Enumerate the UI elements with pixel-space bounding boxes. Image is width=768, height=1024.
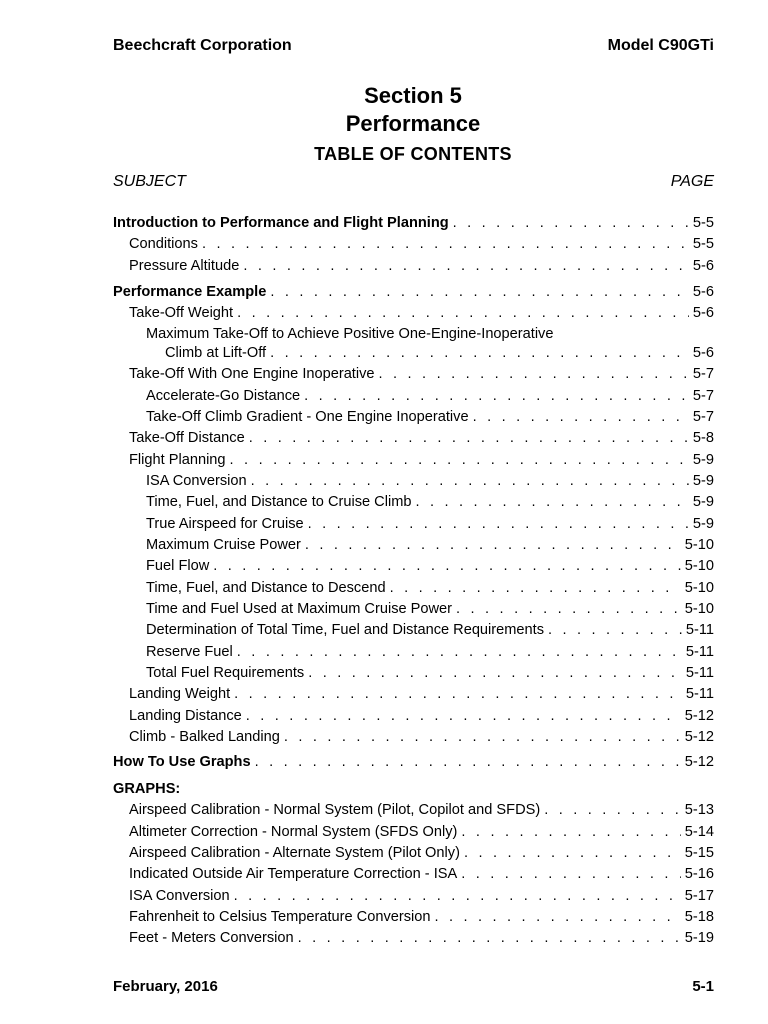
toc-entry-page: 5-13 (684, 802, 714, 818)
toc-entry[interactable] (129, 908, 714, 926)
dot-leader (456, 600, 681, 618)
footer-date: February, 2016 (113, 978, 218, 995)
model-name: Model C90GTi (607, 37, 714, 54)
dot-leader (461, 865, 681, 883)
toc-entry-label: Take-Off Distance (129, 430, 245, 446)
toc-entry[interactable] (113, 214, 714, 232)
toc-heading: TABLE OF CONTENTS (314, 144, 512, 164)
toc-entry-label: True Airspeed for Cruise (146, 516, 304, 532)
toc-entry-page: 5-16 (684, 866, 714, 882)
toc-entry-page: 5-7 (692, 366, 714, 382)
dot-leader (243, 257, 689, 275)
company-name: Beechcraft Corporation (113, 37, 292, 54)
toc-entry-page: 5-5 (692, 236, 714, 252)
toc-entry-page: 5-11 (685, 686, 714, 702)
toc-entry[interactable] (146, 387, 714, 405)
toc-entry-label: Feet - Meters Conversion (129, 930, 294, 946)
toc-entry-label: ISA Conversion (146, 473, 247, 489)
dot-leader (237, 304, 689, 322)
toc-entry-label: Fahrenheit to Celsius Temperature Conversion (129, 909, 431, 925)
toc-entry-page: 5-10 (684, 580, 714, 596)
dot-leader (464, 844, 681, 862)
dot-leader (234, 887, 681, 905)
graphs-heading: GRAPHS: (113, 781, 181, 797)
toc-entry-page: 5-6 (692, 284, 714, 300)
toc-entry-page: 5-5 (692, 215, 714, 231)
subject-column-heading: SUBJECT (113, 173, 186, 190)
dot-leader (308, 664, 682, 682)
toc-entry-label: Total Fuel Requirements (146, 665, 305, 681)
dot-leader (270, 283, 689, 301)
dot-leader (390, 579, 681, 597)
dot-leader (234, 685, 682, 703)
toc-entry-page: 5-10 (684, 537, 714, 553)
dot-leader (415, 493, 688, 511)
page-column-heading: PAGE (670, 173, 714, 190)
toc-entry-page: 5-14 (684, 824, 714, 840)
toc-entry[interactable] (129, 801, 714, 819)
toc-entry-page: 5-19 (684, 930, 714, 946)
toc-entry-label: Determination of Total Time, Fuel and Distance Requirements (146, 622, 545, 638)
toc-entry[interactable] (129, 929, 714, 947)
dot-leader (255, 753, 681, 771)
toc-entry-label: Airspeed Calibration - Alternate System (Pilot Only) (129, 845, 460, 861)
toc-entry-label: Take-Off Climb Gradient - One Engine Inoperative (146, 409, 469, 425)
toc-entry[interactable] (129, 304, 714, 322)
toc-entry-page: 5-7 (692, 409, 714, 425)
dot-leader (237, 643, 682, 661)
dot-leader (270, 344, 689, 362)
toc-entry[interactable] (146, 579, 714, 597)
dot-leader (473, 408, 689, 426)
toc-entry-label: Flight Planning (129, 452, 226, 468)
toc-entry-page: 5-6 (692, 258, 714, 274)
toc-entry-page: 5-9 (692, 473, 714, 489)
toc-entry-label: Performance Example (113, 284, 267, 300)
toc-entry-page: 5-17 (684, 888, 714, 904)
toc-entry[interactable] (146, 600, 714, 618)
toc-entry[interactable] (129, 887, 714, 905)
toc-entry-page: 5-9 (692, 452, 714, 468)
toc-entry[interactable] (146, 621, 714, 639)
toc-entry[interactable] (113, 283, 714, 301)
toc-entry[interactable] (129, 451, 714, 469)
toc-entry[interactable] (146, 515, 714, 533)
dot-leader (230, 451, 689, 469)
footer-page-number: 5-1 (692, 978, 714, 995)
dot-leader (213, 557, 681, 575)
dot-leader (304, 387, 689, 405)
toc-entry-page: 5-12 (684, 729, 714, 745)
toc-entry-label: Airspeed Calibration - Normal System (Pilot, Copilot and SFDS) (129, 802, 541, 818)
toc-entry-page: 5-8 (692, 430, 714, 446)
dot-leader (305, 536, 681, 554)
toc-entry-label: How To Use Graphs (113, 754, 251, 770)
toc-entry[interactable] (146, 472, 714, 490)
toc-entry-label: Time and Fuel Used at Maximum Cruise Power (146, 601, 453, 617)
toc-entry[interactable] (129, 429, 714, 447)
toc-entry[interactable] (146, 557, 714, 575)
toc-entry-page: 5-10 (684, 601, 714, 617)
toc-entry-label: Climb - Balked Landing (129, 729, 280, 745)
toc-entry-page: 5-18 (684, 909, 714, 925)
dot-leader (298, 929, 681, 947)
toc-entry[interactable] (146, 493, 714, 511)
dot-leader (548, 621, 682, 639)
toc-entry-label: Conditions (129, 236, 198, 252)
toc-entry[interactable] (146, 664, 714, 682)
toc-entry-label: Landing Weight (129, 686, 231, 702)
toc-entry-label: Maximum Cruise Power (146, 537, 301, 553)
toc-entry-page: 5-6 (692, 345, 714, 361)
toc-entry-page: 5-10 (684, 558, 714, 574)
toc-entry[interactable] (129, 685, 714, 703)
toc-entry[interactable] (129, 865, 714, 883)
toc-entry[interactable] (113, 753, 714, 771)
toc-entry-page: 5-11 (685, 665, 714, 681)
toc-entry-label: Landing Distance (129, 708, 242, 724)
toc-entry[interactable] (146, 536, 714, 554)
toc-entry[interactable] (129, 365, 714, 383)
section-title: Performance (345, 111, 481, 136)
toc-entry-label: Take-Off Weight (129, 305, 234, 321)
toc-entry-label: Altimeter Correction - Normal System (SFDS Only) (129, 824, 458, 840)
toc-entry[interactable] (129, 707, 714, 725)
toc-entry-page: 5-12 (684, 708, 714, 724)
toc-entry-label: Time, Fuel, and Distance to Descend (146, 580, 386, 596)
dot-leader (249, 429, 689, 447)
toc-entry-page: 5-11 (685, 644, 714, 660)
dot-leader (308, 515, 689, 533)
section-number: Section 5 (364, 83, 462, 108)
toc-entry-label: ISA Conversion (129, 888, 230, 904)
dot-leader (202, 235, 689, 253)
toc-entry-page: 5-15 (684, 845, 714, 861)
toc-entry[interactable] (129, 257, 714, 275)
toc-entry-label: Introduction to Performance and Flight Planning (113, 215, 449, 231)
toc-entry[interactable] (146, 408, 714, 426)
toc-entry-page: 5-6 (692, 305, 714, 321)
title-block (0, 82, 768, 165)
toc-entry[interactable] (129, 235, 714, 253)
dot-leader (251, 472, 689, 490)
toc-entry[interactable] (165, 344, 714, 362)
toc-entry[interactable] (129, 823, 714, 841)
toc-entry-label: Take-Off With One Engine Inoperative (129, 366, 375, 382)
dot-leader (246, 707, 681, 725)
toc-entry-page: 5-9 (692, 516, 714, 532)
toc-entry[interactable] (146, 643, 714, 661)
toc-entry[interactable] (129, 728, 714, 746)
dot-leader (544, 801, 681, 819)
toc-entry-label: Accelerate-Go Distance (146, 388, 301, 404)
dot-leader (284, 728, 681, 746)
toc-entry-page: 5-12 (684, 754, 714, 770)
toc-entry-label: Time, Fuel, and Distance to Cruise Climb (146, 494, 412, 510)
toc-entry[interactable] (129, 844, 714, 862)
dot-leader (453, 214, 689, 232)
toc-entry-page: 5-11 (685, 622, 714, 638)
toc-entry-label: Climb at Lift-Off (165, 345, 267, 361)
dot-leader (379, 365, 689, 383)
dot-leader (461, 823, 680, 841)
dot-leader (435, 908, 681, 926)
toc-entry-label: Fuel Flow (146, 558, 210, 574)
toc-entry-label: Pressure Altitude (129, 258, 240, 274)
toc-entry-page: 5-7 (692, 388, 714, 404)
toc-entry-label-line1: Maximum Take-Off to Achieve Positive One-Engine-Inoperative (146, 326, 554, 342)
toc-entry-label: Reserve Fuel (146, 644, 233, 660)
toc-entry-label: Indicated Outside Air Temperature Correction - ISA (129, 866, 458, 882)
toc-entry-page: 5-9 (692, 494, 714, 510)
